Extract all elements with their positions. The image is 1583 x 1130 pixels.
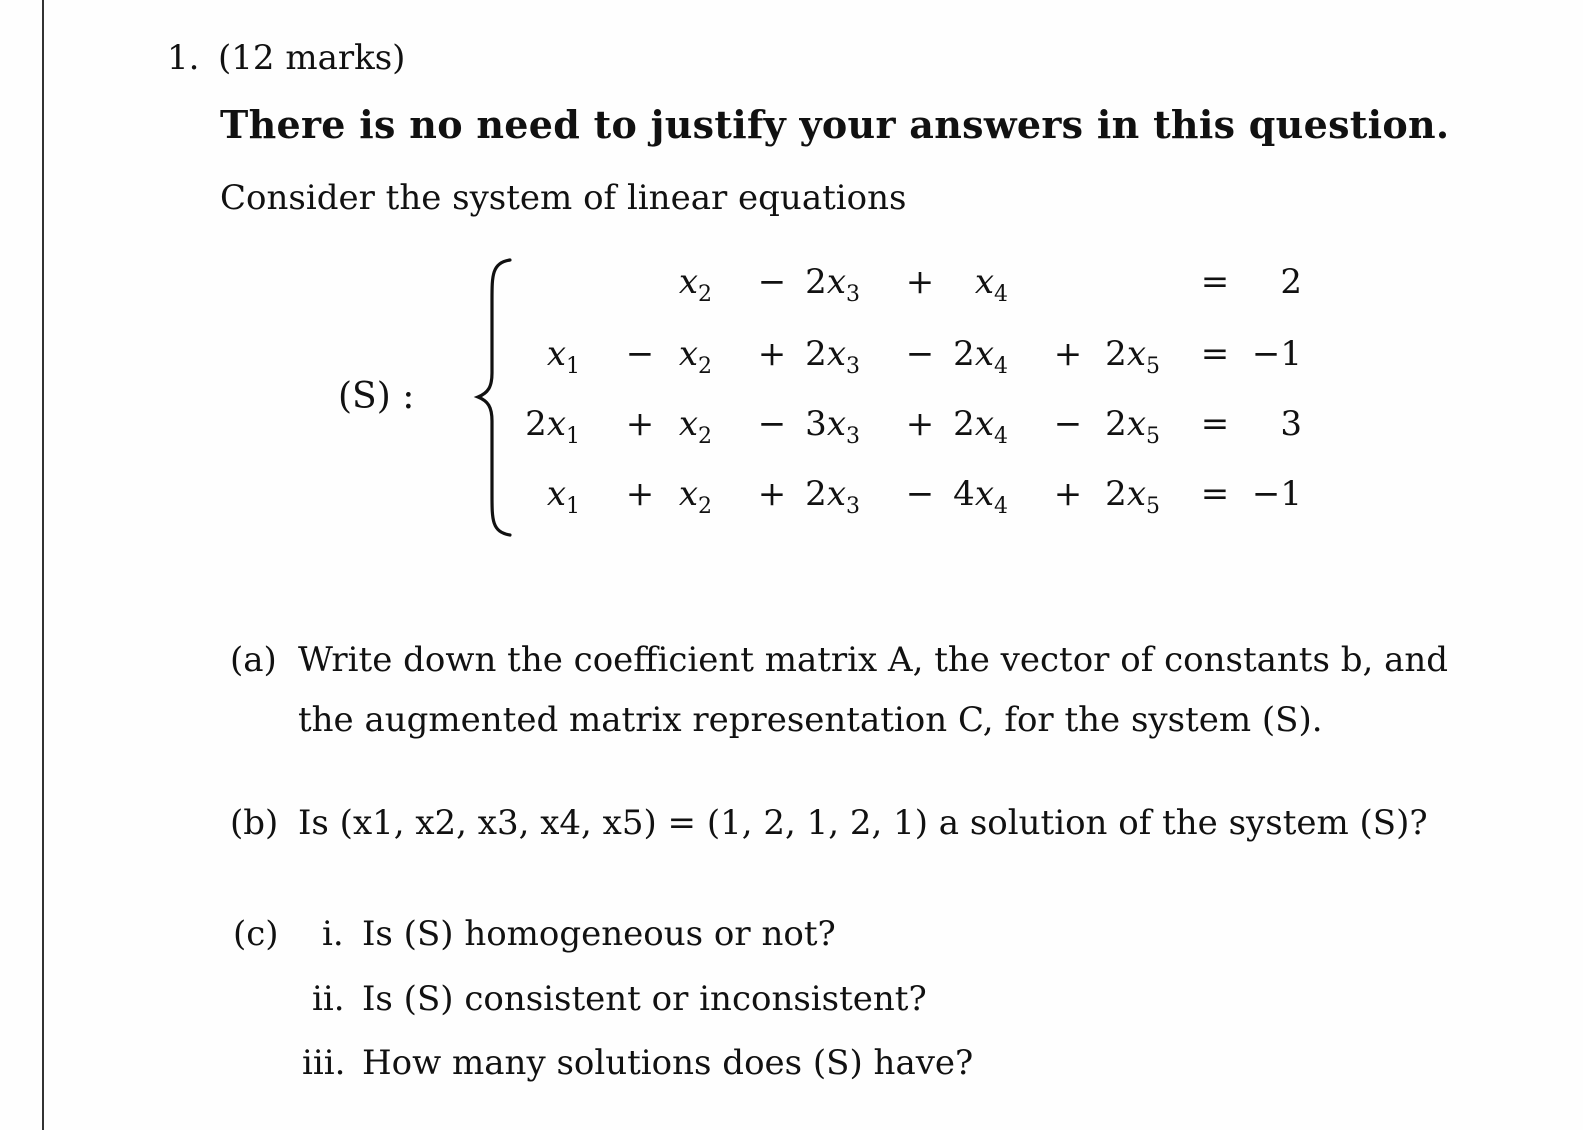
eq-row-2-x2: $x_2$ [678,334,712,379]
eq-row-2-rhs: −1 [1251,334,1302,374]
eq-row-1-op2: − [757,262,787,302]
eq-row-2-op1: − [625,334,655,374]
eq-row-4-rhs: −1 [1251,474,1302,514]
part-c-item-1-num: i. [322,914,344,954]
eq-row-3-x3: $3x_3$ [805,404,860,449]
part-b-text: Is (x1, x2, x3, x4, x5) = (1, 2, 1, 2, 1) a solution of the system (S)? [298,803,1428,843]
eq-row-1-x2: $x_2$ [678,262,712,307]
question-instruction: There is no need to justify your answers in this question. [220,102,1450,147]
eq-row-1-eq: = [1200,262,1230,302]
eq-row-3-op1: + [625,404,655,444]
eq-row-2-x5: $2x_5$ [1105,334,1160,379]
eq-row-3-op2: − [757,404,787,444]
eq-row-4-eq: = [1200,474,1230,514]
eq-row-1-x4: $x_4$ [974,262,1008,307]
question-marks: (12 marks) [218,38,406,78]
eq-row-3-eq: = [1200,404,1230,444]
eq-row-4-op3: − [905,474,935,514]
system-label: (S) : [338,376,415,417]
part-a-line-2: the augmented matrix representation C, for the system (S). [298,700,1323,740]
part-a-label: (a) [230,640,277,680]
eq-row-1-op3: + [905,262,935,302]
eq-row-2-x4: $2x_4$ [953,334,1008,379]
eq-row-3-x5: $2x_5$ [1105,404,1160,449]
part-c-item-3-num: iii. [302,1043,346,1083]
eq-row-2-op3: − [905,334,935,374]
eq-row-2-x1: $x_1$ [546,334,580,379]
eq-row-1-rhs: 2 [1280,262,1302,302]
eq-row-1-x3: $2x_3$ [805,262,860,307]
part-c-item-2-num: ii. [312,979,345,1019]
eq-row-3-x2: $x_2$ [678,404,712,449]
eq-row-2-x3: $2x_3$ [805,334,860,379]
part-c-item-1-text: Is (S) homogeneous or not? [362,914,836,954]
eq-row-3-x4: $2x_4$ [953,404,1008,449]
eq-row-4-op1: + [625,474,655,514]
part-c-item-2-text: Is (S) consistent or inconsistent? [362,979,927,1019]
eq-row-4-x2: $x_2$ [678,474,712,519]
eq-row-2-eq: = [1200,334,1230,374]
eq-row-2-op4: + [1053,334,1083,374]
question-intro: Consider the system of linear equations [220,178,907,218]
part-c-item-3-text: How many solutions does (S) have? [362,1043,974,1083]
eq-row-4-x1: $x_1$ [546,474,580,519]
eq-row-4-x3: $2x_3$ [805,474,860,519]
eq-row-3-op4: − [1053,404,1083,444]
eq-row-2-op2: + [757,334,787,374]
question-number: 1. [167,38,200,78]
eq-row-4-x5: $2x_5$ [1105,474,1160,519]
eq-row-3-op3: + [905,404,935,444]
eq-row-3-rhs: 3 [1280,404,1302,444]
eq-row-4-op4: + [1053,474,1083,514]
part-c-label: (c) [233,914,279,954]
eq-row-4-x4: $4x_4$ [953,474,1008,519]
eq-row-3-x1: $2x_1$ [525,404,580,449]
part-b-label: (b) [230,803,279,843]
part-a-line-1: Write down the coefficient matrix A, the vector of constants b, and [298,640,1449,680]
eq-row-4-op2: + [757,474,787,514]
left-margin-rule [42,0,44,1130]
